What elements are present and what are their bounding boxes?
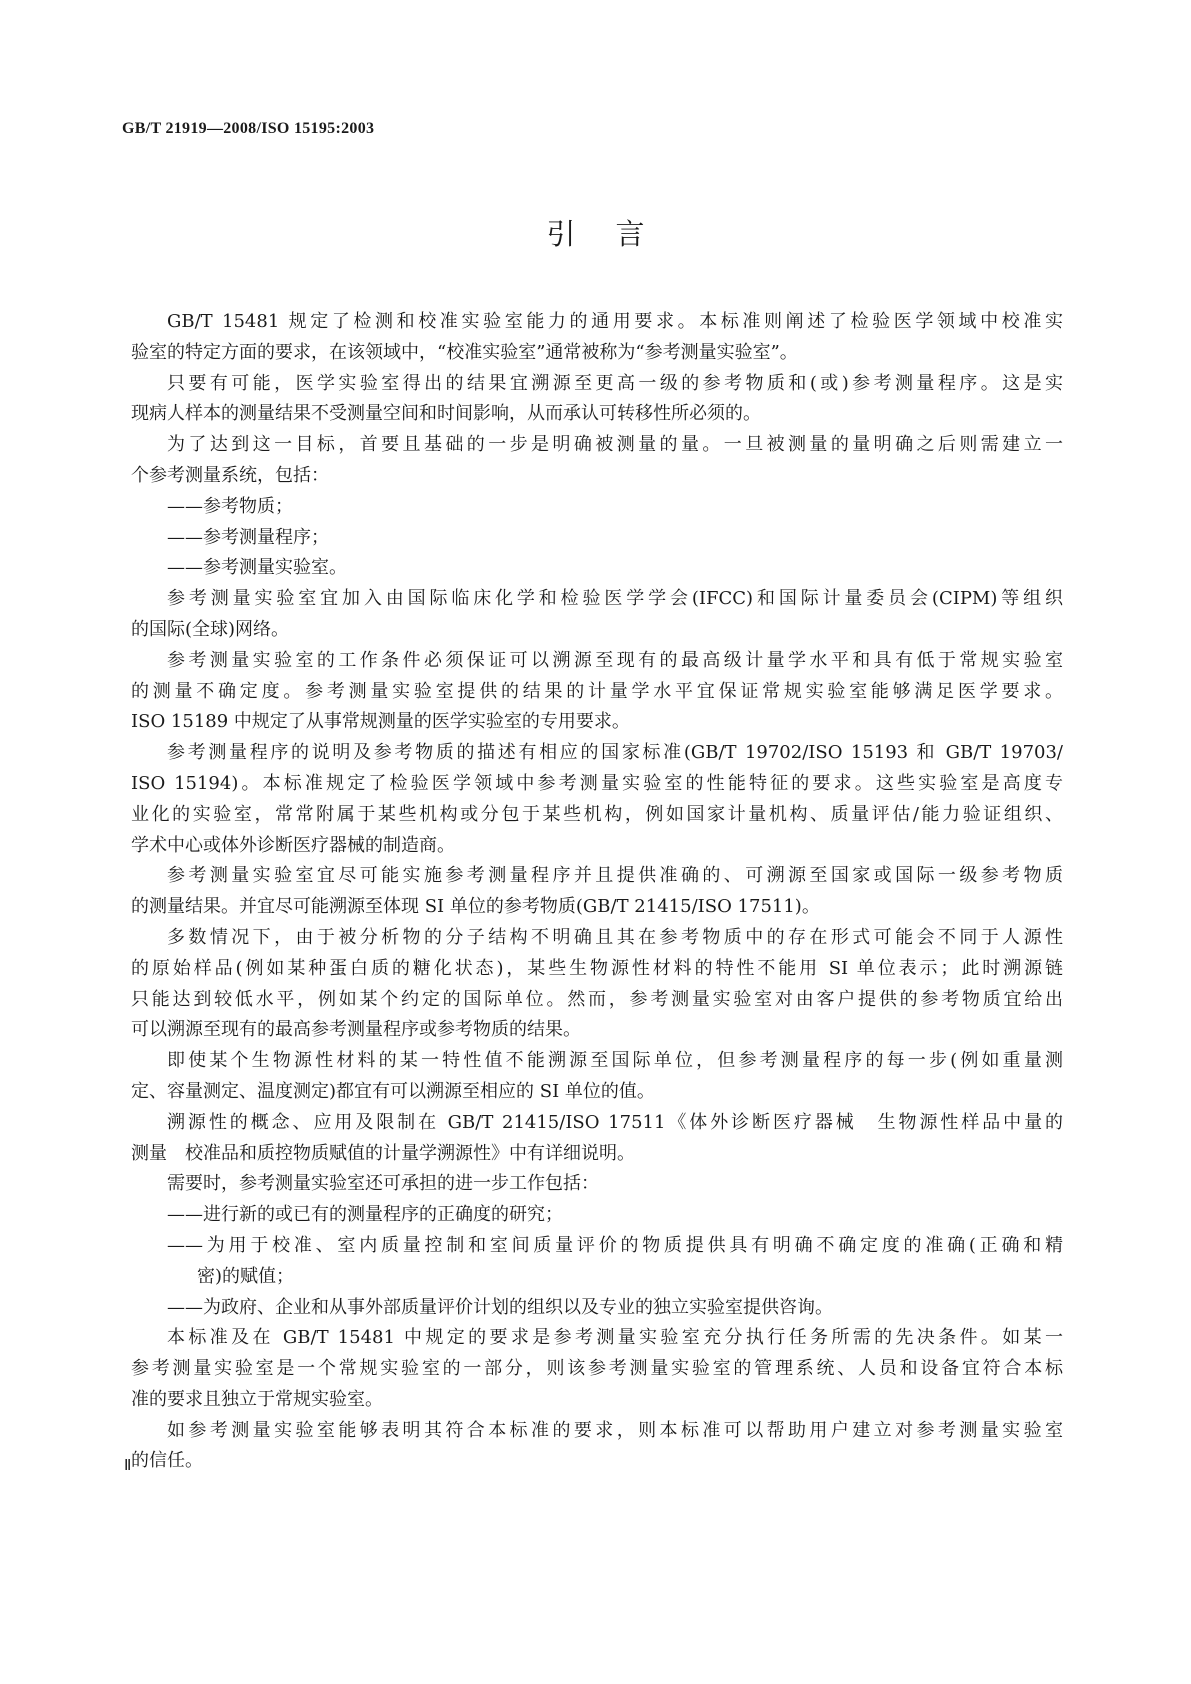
paragraph <box>131 430 1063 492</box>
text-line: 的测量结果。并宜尽可能溯源至体现 SI 单位的参考物质(GB/T 21415/ISO 17511)。 <box>131 896 820 918</box>
paragraph <box>131 1416 1063 1478</box>
text-line: 学术中心或体外诊断医疗器械的制造商。 <box>131 834 455 856</box>
list-item <box>131 1231 1063 1293</box>
paragraph <box>131 646 1063 738</box>
text-line: 准的要求且独立于常规实验室。 <box>131 1388 383 1410</box>
text-line: 参考测量程序的说明及参考物质的描述有相应的国家标准(GB/T 19702/ISO 15193 和 GB/T 19703/ <box>167 742 1063 764</box>
paragraph <box>131 1169 1063 1200</box>
text-line: ——为用于校准、室内质量控制和室间质量评价的物质提供具有明确不确定度的准确(正确和精 <box>167 1234 1063 1256</box>
text-line: 的国际(全球)网络。 <box>131 618 290 640</box>
text-line: 参考测量实验室宜尽可能实施参考测量程序并且提供准确的、可溯源至国家或国际一级参考物质 <box>167 865 1063 887</box>
text-line: 溯源性的概念、应用及限制在 GB/T 21415/ISO 17511《体外诊断医疗器械 生物源性样品中量的 <box>167 1111 1063 1133</box>
text-line: ——为政府、企业和从事外部质量评价计划的组织以及专业的独立实验室提供咨询。 <box>167 1296 833 1318</box>
text-line: 的原始样品(例如某种蛋白质的糖化状态)，某些生物源性材料的特性不能用 SI 单位表示；此时溯源链 <box>131 957 1063 979</box>
page-number: Ⅱ <box>124 1458 132 1474</box>
paragraph <box>131 1108 1063 1170</box>
paragraph <box>131 861 1063 923</box>
text-line: ——进行新的或已有的测量程序的正确度的研究； <box>167 1204 563 1226</box>
text-line: 为了达到这一目标，首要且基础的一步是明确被测量的量。一旦被测量的量明确之后则需建立一 <box>167 434 1063 456</box>
paragraph <box>131 1323 1063 1415</box>
text-line: 的测量不确定度。参考测量实验室提供的结果的计量学水平宜保证常规实验室能够满足医学要求。 <box>131 680 1063 702</box>
paragraph <box>131 307 1063 369</box>
text-line: 需要时，参考测量实验室还可承担的进一步工作包括： <box>167 1173 599 1195</box>
text-line: 参考测量实验室的工作条件必须保证可以溯源至现有的最高级计量学水平和具有低于常规实验室 <box>167 649 1063 671</box>
list-item <box>131 1293 1063 1324</box>
text-line: 的信任。 <box>131 1450 203 1472</box>
text-line: 可以溯源至现有的最高参考测量程序或参考物质的结果。 <box>131 1019 581 1041</box>
text-line: ——参考测量实验室。 <box>167 557 347 579</box>
text-line: 个参考测量系统，包括： <box>131 464 329 486</box>
list-item <box>131 1200 1063 1231</box>
text-line: 测量 校准品和质控物质赋值的计量学溯源性》中有详细说明。 <box>131 1142 635 1164</box>
text-line: 参考测量实验室是一个常规实验室的一部分，则该参考测量实验室的管理系统、人员和设备宜符合本标 <box>131 1358 1063 1380</box>
text-line: 验室的特定方面的要求，在该领域中，“校准实验室”通常被称为“参考测量实验室”。 <box>131 341 798 363</box>
text-line: 定、容量测定、温度测定)都宜有可以溯源至相应的 SI 单位的值。 <box>131 1080 655 1102</box>
page-title: 引言 <box>546 217 685 251</box>
list-item <box>131 553 1063 584</box>
text-line: 只要有可能，医学实验室得出的结果宜溯源至更高一级的参考物质和(或)参考测量程序。这是实 <box>167 372 1063 394</box>
paragraph <box>131 369 1063 431</box>
text-line: ——参考测量程序； <box>167 526 329 548</box>
paragraph <box>131 584 1063 646</box>
text-line: 只能达到较低水平，例如某个约定的国际单位。然而，参考测量实验室对由客户提供的参考物质宜给出 <box>131 988 1063 1010</box>
document-body <box>131 307 1063 1477</box>
paragraph <box>131 738 1063 861</box>
document-header: GB/T 21919—2008/ISO 15195:2003 <box>122 120 375 137</box>
paragraph <box>131 923 1063 1046</box>
text-line: ——参考物质； <box>167 495 293 517</box>
text-line: 如参考测量实验室能够表明其符合本标准的要求，则本标准可以帮助用户建立对参考测量实验室 <box>167 1419 1063 1441</box>
text-line: 参考测量实验室宜加入由国际临床化学和检验医学学会(IFCC)和国际计量委员会(CIPM)等组织 <box>167 588 1063 610</box>
text-line: ISO 15189 中规定了从事常规测量的医学实验室的专用要求。 <box>131 711 630 733</box>
text-line: 多数情况下，由于被分析物的分子结构不明确且其在参考物质中的存在形式可能会不同于人源性 <box>167 926 1063 948</box>
text-line: ISO 15194)。本标准规定了检验医学领域中参考测量实验室的性能特征的要求。这些实验室是高度专 <box>131 772 1063 794</box>
paragraph <box>131 1046 1063 1108</box>
text-line: GB/T 15481 规定了检测和校准实验室能力的通用要求。本标准则阐述了检验医学领域中校准实 <box>167 311 1063 332</box>
text-line: 业化的实验室，常常附属于某些机构或分包于某些机构，例如国家计量机构、质量评估/能力验证组织、 <box>131 803 1063 825</box>
text-line: 本标准及在 GB/T 15481 中规定的要求是参考测量实验室充分执行任务所需的先决条件。如某一 <box>167 1327 1063 1349</box>
list-item <box>131 523 1063 554</box>
text-line: 现病人样本的测量结果不受测量空间和时间影响，从而承认可转移性所必须的。 <box>131 403 761 425</box>
text-line: 即使某个生物源性材料的某一特性值不能溯源至国际单位，但参考测量程序的每一步(例如重量测 <box>167 1050 1063 1072</box>
text-line: 密)的赋值； <box>197 1265 295 1287</box>
list-item <box>131 492 1063 523</box>
